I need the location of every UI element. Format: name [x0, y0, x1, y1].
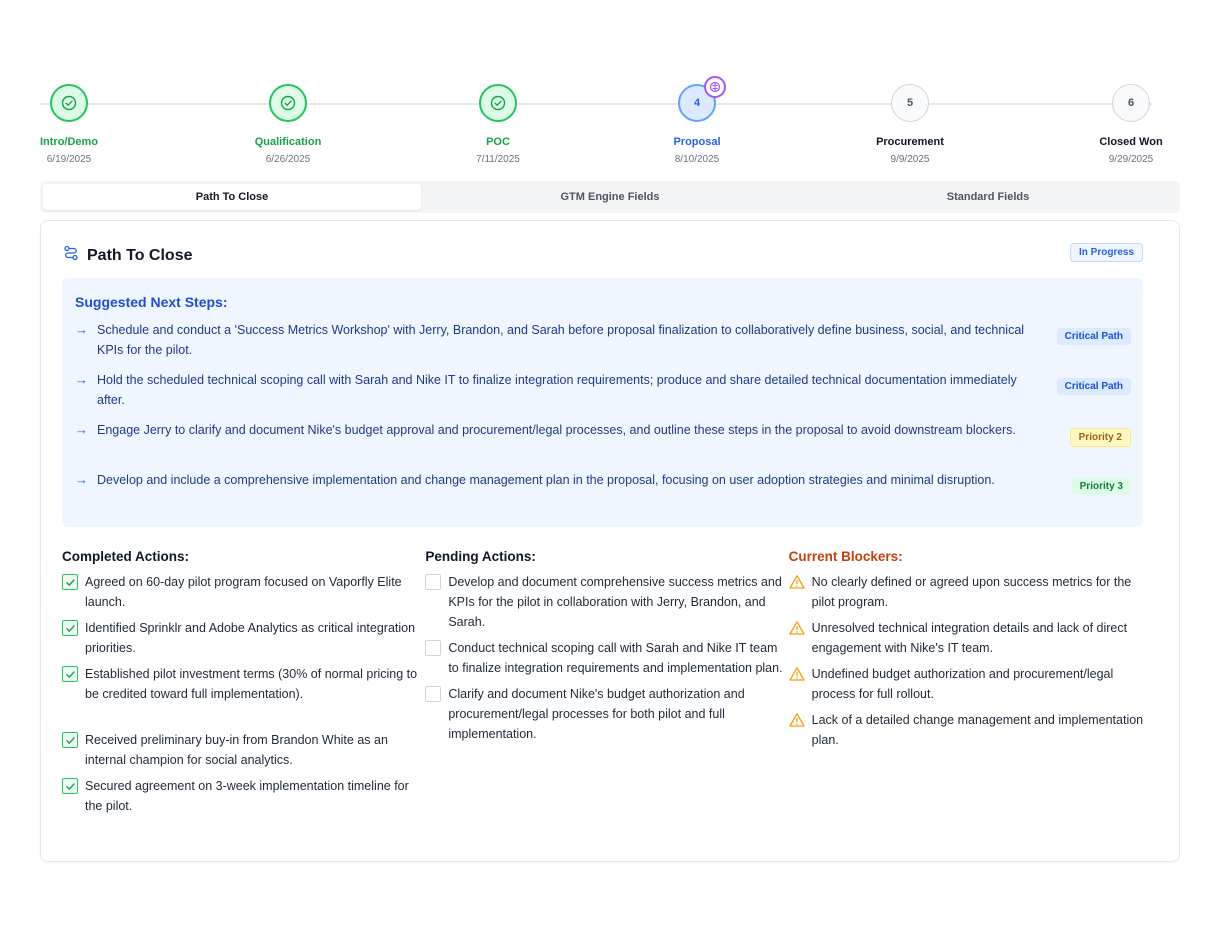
stage-number	[1112, 84, 1150, 122]
next-step-item	[75, 420, 1131, 470]
stage-intro-demo[interactable]	[0, 84, 149, 165]
next-step-text: Engage Jerry to clarify and document Nike's budget approval and procurement/legal processes, and outline these steps in the proposal to avoid downstream blockers.	[97, 423, 1016, 437]
next-step-text: Schedule and conduct a 'Success Metrics Workshop' with Jerry, Brandon, and Sarah before proposal finalization to collaboratively define business, social, and technical KPIs for the pilot.	[97, 323, 1025, 357]
stage-number	[678, 84, 716, 122]
tab-path-to-close[interactable]: Path To Close	[43, 184, 421, 210]
current-blockers	[789, 549, 1152, 822]
pending-title: Pending Actions:	[425, 549, 536, 564]
pending-text: Develop and document comprehensive success metrics and KPIs for the pilot in collaboration with Jerry, Brandon, and Sarah.	[448, 575, 782, 629]
pending-actions	[425, 549, 788, 822]
suggested-next-steps	[62, 278, 1143, 527]
stage-number-text: 4	[693, 97, 701, 109]
next-step-text: Develop and include a comprehensive implementation and change management plan in the proposal, focusing on user adoption strategies and minimal disruption.	[97, 473, 995, 487]
completed-text: Established pilot investment terms (30% of normal pricing to be credited toward full implementation).	[85, 667, 418, 701]
completed-item	[62, 664, 425, 704]
next-step-item	[75, 470, 1131, 520]
warning-icon	[789, 666, 805, 682]
stage-proposal[interactable]	[617, 84, 777, 165]
arrow-right-icon: →	[75, 472, 88, 487]
tab-gtm-engine-fields[interactable]: GTM Engine Fields	[560, 191, 660, 203]
completed-item	[62, 776, 425, 816]
next-step-text: Hold the scheduled technical scoping call with Sarah and Nike IT to finalize integration requirements; produce and share detailed technical documentation immediately after.	[97, 373, 1017, 407]
warning-icon	[789, 620, 805, 636]
card-header	[63, 245, 193, 266]
check-circle-icon	[479, 84, 517, 122]
stage-date: 9/29/2025	[1108, 154, 1154, 165]
blocker-item	[789, 618, 1152, 658]
checked-checkbox-icon[interactable]	[62, 666, 78, 682]
blocker-text: Undefined budget authorization and procurement/legal process for full rollout.	[811, 667, 1114, 701]
completed-item	[62, 730, 425, 770]
completed-item	[62, 572, 425, 612]
stage-closed-won[interactable]	[1051, 84, 1211, 165]
stage-date: 7/11/2025	[476, 154, 520, 165]
unchecked-checkbox-icon[interactable]	[425, 686, 441, 702]
blocker-item	[789, 664, 1152, 704]
card-title: Path To Close	[87, 246, 193, 264]
blocker-text: Unresolved technical integration details and lack of direct engagement with Nike's IT team.	[811, 621, 1128, 655]
warning-icon	[789, 574, 805, 590]
stage-name: Proposal	[673, 136, 721, 148]
checked-checkbox-icon[interactable]	[62, 778, 78, 794]
completed-title: Completed Actions:	[62, 549, 190, 564]
blockers-title: Current Blockers:	[788, 549, 903, 564]
stage-name: POC	[486, 136, 510, 148]
next-step-item	[75, 320, 1131, 370]
pending-text: Conduct technical scoping call with Sarah and Nike IT team to finalize integration requirements and implementation plan.	[448, 641, 783, 675]
stage-name: Qualification	[254, 136, 322, 148]
warning-icon	[789, 712, 805, 728]
actions-columns	[62, 549, 1152, 822]
arrow-right-icon: →	[75, 372, 88, 387]
checked-checkbox-icon[interactable]	[62, 574, 78, 590]
priority-tag: Priority 2	[1070, 428, 1131, 447]
stage-number-text: 6	[1127, 97, 1135, 109]
stage-date: 8/10/2025	[674, 154, 720, 165]
completed-text: Identified Sprinklr and Adobe Analytics as critical integration priorities.	[85, 621, 416, 655]
checked-checkbox-icon[interactable]	[62, 620, 78, 636]
blocker-item	[789, 572, 1152, 612]
next-step-item	[75, 370, 1131, 420]
stage-name: Procurement	[876, 136, 944, 148]
path-to-close-card	[40, 220, 1180, 862]
stage-poc[interactable]	[418, 84, 578, 165]
stage-qualification[interactable]	[208, 84, 368, 165]
unchecked-checkbox-icon[interactable]	[425, 574, 441, 590]
blocker-text: Lack of a detailed change management and implementation plan.	[811, 713, 1144, 747]
checked-checkbox-icon[interactable]	[62, 732, 78, 748]
completed-item	[62, 618, 425, 658]
blocker-text: No clearly defined or agreed upon success metrics for the pilot program.	[811, 575, 1132, 609]
stage-procurement[interactable]	[830, 84, 990, 165]
stage-date: 9/9/2025	[890, 154, 930, 165]
check-circle-icon	[50, 84, 88, 122]
deal-stage-stepper	[0, 80, 1163, 170]
pending-item	[425, 572, 788, 632]
check-circle-icon	[269, 84, 307, 122]
pending-item	[425, 638, 788, 678]
completed-actions	[62, 549, 425, 822]
detail-tabs	[40, 181, 1180, 213]
blocker-item	[789, 710, 1152, 750]
completed-text: Received preliminary buy-in from Brandon White as an internal champion for social analytics.	[85, 733, 388, 767]
route-icon	[63, 245, 79, 266]
stage-number	[891, 84, 929, 122]
ai-brain-icon[interactable]	[704, 76, 726, 98]
tab-standard-fields[interactable]: Standard Fields	[946, 191, 1030, 203]
arrow-right-icon: →	[75, 322, 88, 337]
arrow-right-icon: →	[75, 422, 88, 437]
unchecked-checkbox-icon[interactable]	[425, 640, 441, 656]
priority-tag: Critical Path	[1057, 328, 1131, 345]
pending-item	[425, 684, 788, 744]
stage-name: Intro/Demo	[39, 136, 99, 148]
next-steps-title: Suggested Next Steps:	[75, 294, 228, 310]
completed-text: Secured agreement on 3-week implementation timeline for the pilot.	[85, 779, 409, 813]
priority-tag: Critical Path	[1057, 378, 1131, 395]
priority-tag: Priority 3	[1072, 478, 1131, 495]
stage-name: Closed Won	[1099, 136, 1163, 148]
stage-date: 6/19/2025	[46, 154, 92, 165]
pending-text: Clarify and document Nike's budget authorization and procurement/legal processes for both pilot and full implementation.	[448, 687, 745, 741]
stage-number-text: 5	[906, 97, 914, 109]
stage-date: 6/26/2025	[265, 154, 311, 165]
status-badge: In Progress	[1070, 243, 1143, 262]
completed-text: Agreed on 60-day pilot program focused on Vaporfly Elite launch.	[85, 575, 402, 609]
